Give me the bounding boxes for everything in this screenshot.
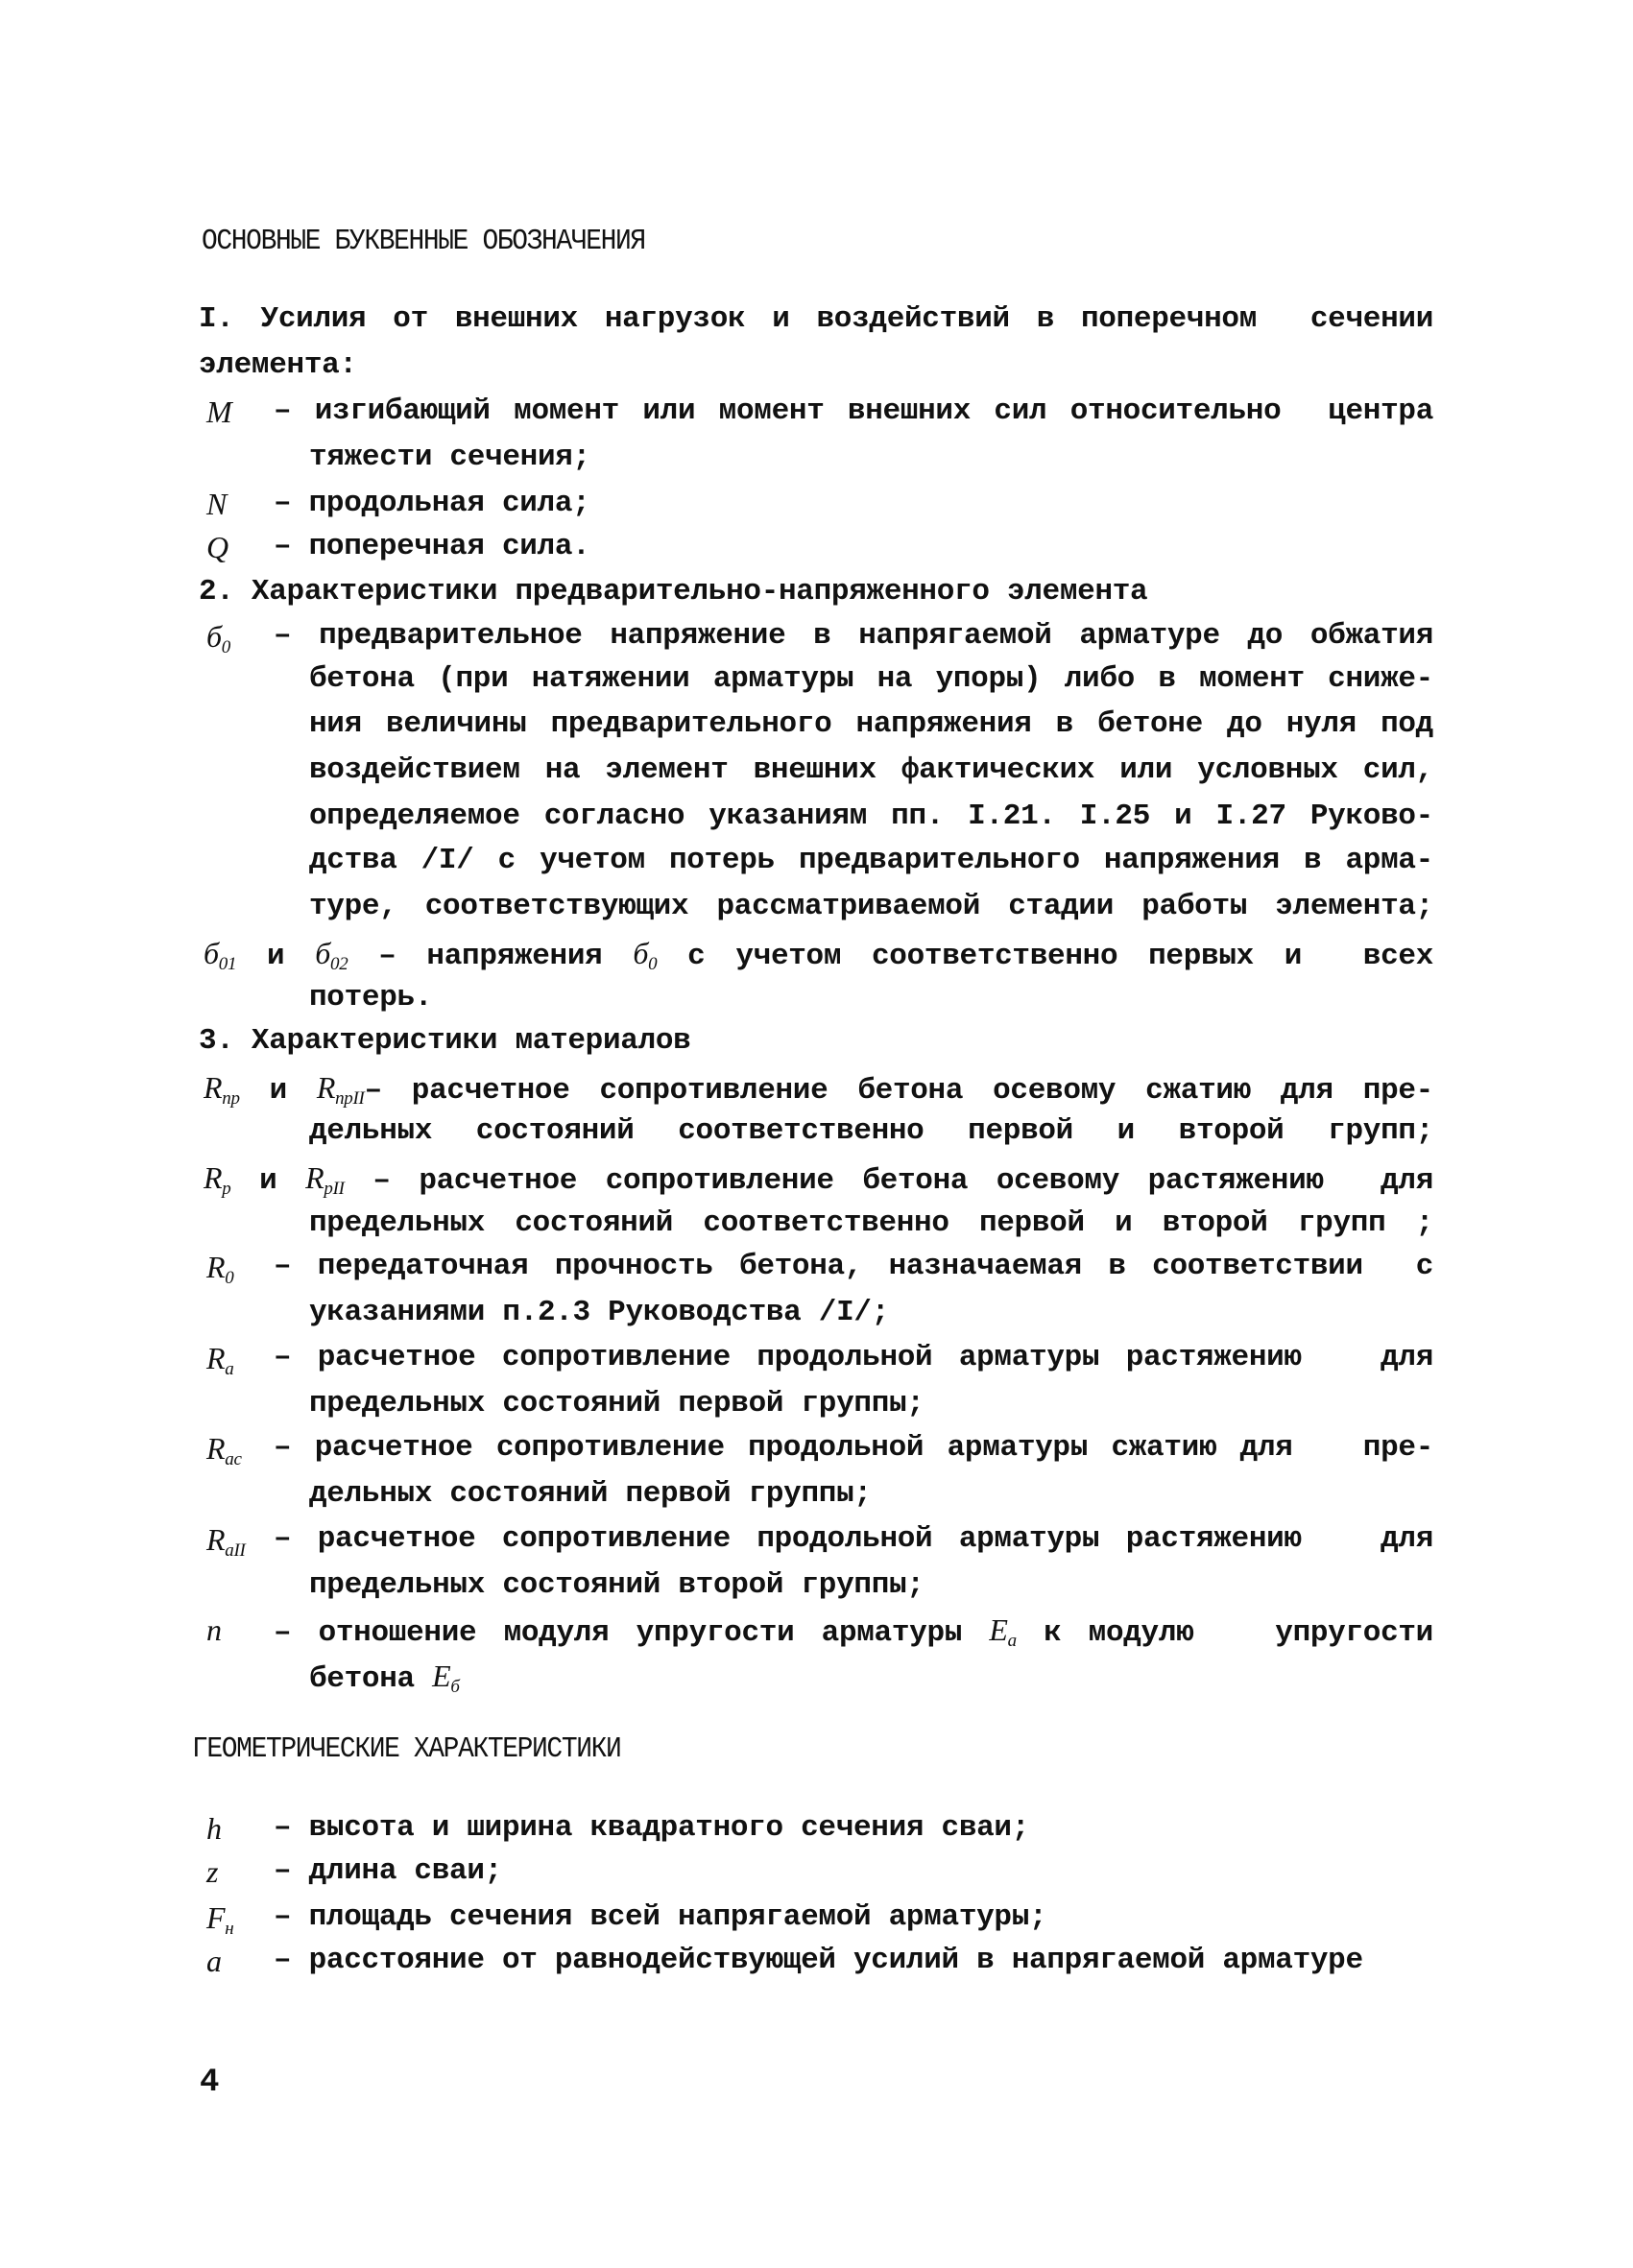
text-line <box>274 1429 1433 1468</box>
symbol-subscript: 01 <box>218 954 237 974</box>
numbered-heading <box>199 346 357 385</box>
text-run: – продольная сила; <box>274 487 590 520</box>
text-run: тяжести сечения; <box>309 441 590 474</box>
page-number: 4 <box>200 2065 220 2101</box>
text-run: – предварительное напряжение в напрягаемой арматуре до обжатия <box>274 619 1433 653</box>
text-run: I. Усилия от внешних нагрузок и воздействий в поперечном сечении <box>199 302 1433 336</box>
symbol-subscript: б <box>450 1677 460 1697</box>
symbol-base: R <box>206 1250 226 1284</box>
symbol <box>206 1431 242 1469</box>
text-run: – изгибающий момент или момент внешних сил относительно центра <box>274 394 1433 428</box>
symbol-subscript: аII <box>225 1540 246 1561</box>
symbol-base: E <box>989 1612 1008 1647</box>
symbol <box>316 1070 365 1109</box>
symbol-base: R <box>204 1160 223 1195</box>
text-line <box>309 1294 889 1332</box>
symbol-label <box>206 393 231 435</box>
text-run: дства /I/ с учетом потерь предварительного напряжения в арма- <box>309 844 1433 877</box>
text-run: – длина сваи; <box>274 1854 502 1888</box>
symbol-base: R <box>305 1160 324 1195</box>
symbol <box>206 1811 222 1846</box>
symbol-base: R <box>316 1070 336 1105</box>
symbol <box>204 1070 240 1109</box>
text-run: – расчетное сопротивление бетона осевому сжатию для пре- <box>364 1074 1433 1108</box>
text-run: потерь. <box>309 981 433 1015</box>
symbol-label <box>206 1852 218 1895</box>
symbol <box>206 1900 234 1939</box>
symbol-base: Q <box>206 530 228 564</box>
symbol <box>206 1250 234 1288</box>
symbol <box>206 530 228 564</box>
symbol <box>206 1854 218 1889</box>
text-line <box>309 979 432 1017</box>
symbol <box>206 1341 234 1379</box>
text-run: указаниями п.2.3 Руководства /I/; <box>309 1296 890 1329</box>
symbol-base: n <box>206 1612 222 1647</box>
symbol-subscript: 02 <box>330 954 348 974</box>
symbol-base: б <box>633 936 649 970</box>
text-run: – расчетное сопротивление продольной арматуры растяжению для <box>274 1522 1433 1556</box>
symbol-subscript: ас <box>225 1449 242 1469</box>
text-line <box>309 439 590 477</box>
symbol <box>989 1612 1017 1651</box>
text-line <box>274 393 1433 431</box>
text-run: – отношение модуля упругости арматуры <box>274 1616 990 1650</box>
symbol-base: R <box>206 1431 226 1466</box>
symbol-base: R <box>206 1341 226 1375</box>
text-run: определяемое согласно указаниям пп. I.21. I.25 и I.27 Руково- <box>309 800 1433 833</box>
text-line <box>204 1068 1433 1118</box>
text-run: бетона <box>309 1662 433 1696</box>
text-run: 3. Характеристики материалов <box>199 1024 691 1058</box>
symbol-label <box>206 1611 222 1653</box>
symbol-subscript: пр <box>222 1088 240 1109</box>
text-line <box>309 1566 925 1605</box>
symbol-base: R <box>206 1522 226 1557</box>
text-line <box>274 1248 1433 1286</box>
text-run: и <box>236 940 316 973</box>
symbol-base: N <box>206 487 228 521</box>
text-run: ния величины предварительного напряжения в бетоне до нуля под <box>309 707 1433 741</box>
symbol-base: E <box>432 1659 451 1693</box>
symbol-label <box>206 1339 233 1389</box>
symbol-subscript: н <box>225 1919 234 1939</box>
symbol <box>206 1522 246 1561</box>
text-line <box>274 1520 1433 1559</box>
symbol-subscript: рII <box>324 1179 345 1199</box>
symbol-subscript: 0 <box>648 954 658 974</box>
symbol-label <box>206 1429 242 1479</box>
symbol-subscript: 0 <box>225 1268 234 1288</box>
numbered-heading <box>199 300 1433 339</box>
text-run: туре, соответствующих рассматриваемой стадии работы элемента; <box>309 890 1433 923</box>
symbol-label <box>206 1942 222 1984</box>
text-line <box>274 1852 502 1891</box>
symbol-base: F <box>206 1900 226 1935</box>
text-run: – передаточная прочность бетона, назначаемая в соответствии с <box>274 1250 1433 1283</box>
text-run: дельных состояний соответственно первой и второй групп; <box>309 1114 1433 1148</box>
text-run: и <box>239 1074 317 1108</box>
text-line <box>274 617 1433 656</box>
symbol-subscript: р <box>222 1179 231 1199</box>
text-run: бетона (при натяжении арматуры на упоры) либо в момент сниже- <box>309 662 1433 696</box>
symbol-subscript: а <box>1007 1631 1017 1651</box>
text-run: – площадь сечения всей напрягаемой арматуры; <box>274 1900 1047 1934</box>
symbol-base: a <box>206 1944 222 1978</box>
symbol-label <box>206 617 230 667</box>
symbol-base: R <box>204 1070 223 1105</box>
text-line <box>274 1809 1029 1848</box>
symbol <box>315 936 348 974</box>
text-line <box>309 798 1433 836</box>
numbered-heading <box>199 573 1147 611</box>
symbol-label <box>206 528 228 570</box>
symbol-subscript: прII <box>335 1088 365 1109</box>
section-heading <box>192 1731 620 1769</box>
text-run: 2. Характеристики предварительно-напряженного элемента <box>199 575 1148 609</box>
symbol-label <box>206 1248 233 1298</box>
text-line <box>309 1112 1433 1151</box>
text-line <box>309 1475 872 1514</box>
text-run: дельных состояний первой группы; <box>309 1477 872 1511</box>
text-line <box>274 1339 1433 1377</box>
text-line <box>274 1611 1433 1660</box>
text-run: – расчетное сопротивление продольной арматуры сжатию для пре- <box>274 1431 1433 1465</box>
text-line <box>309 1657 460 1707</box>
text-run: к модулю упругости <box>1016 1616 1433 1650</box>
symbol <box>206 619 230 657</box>
symbol-base: б <box>206 619 222 654</box>
symbol <box>305 1160 345 1199</box>
symbol <box>206 1944 222 1978</box>
symbol <box>204 1160 231 1199</box>
text-line <box>309 888 1433 926</box>
text-line <box>309 1205 1433 1243</box>
symbol <box>633 936 658 974</box>
text-run: – поперечная сила. <box>274 530 590 563</box>
symbol-subscript: 0 <box>221 637 230 657</box>
symbol <box>432 1659 460 1697</box>
text-run: – напряжения <box>348 940 634 973</box>
text-line <box>309 705 1433 744</box>
text-run: предельных состояний первой группы; <box>309 1387 925 1420</box>
symbol-base: h <box>206 1811 222 1846</box>
text-line <box>274 485 589 523</box>
text-run: – расчетное сопротивление продольной арматуры растяжению для <box>274 1341 1433 1374</box>
text-run: воздействием на элемент внешних фактических или условных сил, <box>309 753 1433 787</box>
page-title: ОСНОВНЫЕ БУКВЕННЫЕ ОБОЗНАЧЕНИЯ <box>202 225 645 258</box>
text-run: – расчетное сопротивление бетона осевому растяжению для <box>344 1164 1433 1198</box>
text-line <box>274 528 589 566</box>
symbol-base: б <box>204 936 219 970</box>
text-line <box>309 660 1433 699</box>
numbered-heading <box>199 1022 691 1061</box>
text-run: – расстояние от равнодействующей усилий в напрягаемой арматуре <box>274 1944 1363 1977</box>
symbol-base: z <box>206 1854 219 1889</box>
text-run: предельных состояний соответственно первой и второй групп ; <box>309 1206 1433 1240</box>
text-run: ГЕОМЕТРИЧЕСКИЕ ХАРАКТЕРИСТИКИ <box>192 1732 621 1766</box>
symbol-base: б <box>315 936 331 970</box>
symbol <box>206 394 231 429</box>
text-run: элемента: <box>199 348 357 382</box>
symbol <box>206 1612 222 1647</box>
text-line <box>274 1898 1046 1937</box>
text-line <box>309 752 1433 790</box>
text-line <box>274 1942 1363 1980</box>
symbol-base: M <box>206 394 232 429</box>
text-line <box>309 1385 925 1423</box>
symbol-subscript: а <box>225 1359 234 1379</box>
text-line <box>204 934 1433 984</box>
text-run: – высота и ширина квадратного сечения сваи; <box>274 1811 1030 1845</box>
text-run: с учетом соответственно первых и всех <box>657 940 1433 973</box>
text-run: предельных состояний второй группы; <box>309 1568 925 1602</box>
text-line <box>204 1158 1433 1208</box>
symbol-label <box>206 1809 222 1851</box>
text-run: и <box>230 1164 306 1198</box>
symbol <box>204 936 237 974</box>
symbol-label <box>206 485 227 527</box>
text-line <box>309 842 1433 880</box>
symbol-label <box>206 1520 246 1570</box>
symbol <box>206 487 227 521</box>
